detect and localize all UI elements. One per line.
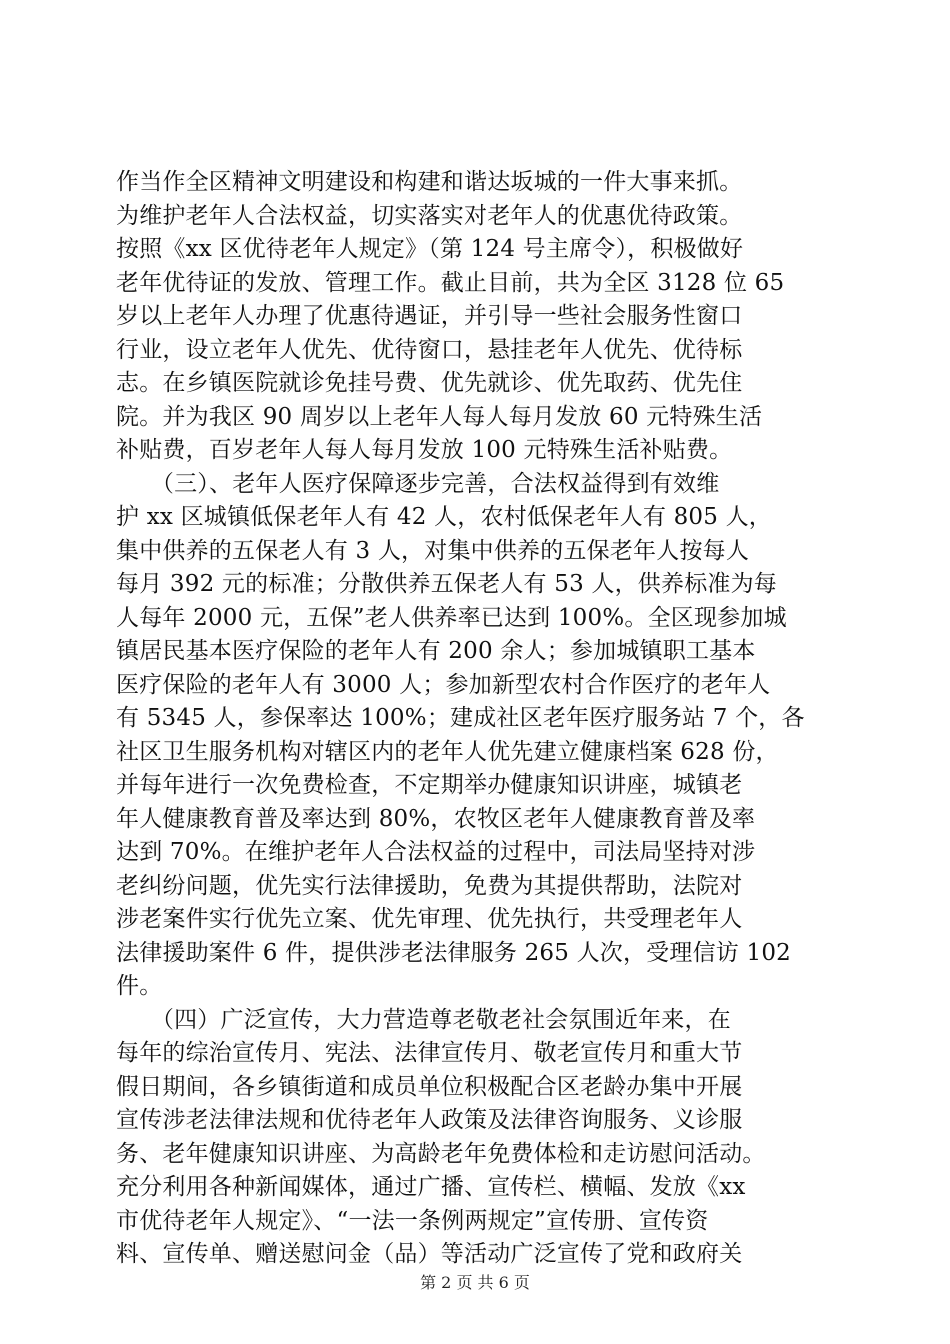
text-line: 市优待老年人规定》、“一法一条例两规定”宣传册、宣传资	[116, 1207, 709, 1234]
text-line: 社区卫生服务机构对辖区内的老年人优先建立健康档案 628 份，	[116, 738, 779, 765]
text-line: 老纠纷问题，优先实行法律援助，免费为其提供帮助，法院对	[116, 872, 743, 899]
text-line: （三）、老年人医疗保障逐步完善，合法权益得到有效维	[116, 470, 720, 497]
text-line: 年人健康教育普及率达到 80%，农牧区老年人健康教育普及率	[116, 805, 756, 832]
text-line: 达到 70%。在维护老年人合法权益的过程中，司法局坚持对涉	[116, 839, 756, 865]
text-line: 料、宣传单、赠送慰问金（品）等活动广泛宣传了党和政府关	[116, 1241, 743, 1267]
text-line: 充分利用各种新闻媒体，通过广播、宣传栏、横幅、发放《xx	[116, 1174, 746, 1200]
text-line: 每年的综治宣传月、宪法、法律宣传月、敬老宣传月和重大节	[116, 1040, 743, 1066]
text-line: 件。	[116, 973, 163, 999]
text-line: 按照《xx 区优待老年人规定》（第 124 号主席令），积极做好	[116, 236, 744, 262]
text-line: 每月 392 元的标准；分散供养五保老人有 53 人，供养标准为每	[116, 571, 778, 597]
text-line: 人每年 2000 元，五保”老人供养率已达到 100%。全区现参加城	[116, 604, 787, 631]
text-line: 假日期间，各乡镇街道和成员单位积极配合区老龄办集中开展	[116, 1073, 743, 1100]
body-text	[116, 166, 836, 1272]
text-line: 有 5345 人，参保率达 100%；建成社区老年医疗服务站 7 个，各	[116, 705, 805, 731]
text-line: 宣传涉老法律法规和优待老年人政策及法律咨询服务、义诊服	[116, 1107, 743, 1133]
text-line: 为维护老年人合法权益，切实落实对老年人的优惠优待政策。	[116, 202, 743, 229]
text-line: 志。在乡镇医院就诊免挂号费、优先就诊、优先取药、优先住	[116, 370, 743, 396]
text-line: 镇居民基本医疗保险的老年人有 200 余人；参加城镇职工基本	[116, 638, 756, 664]
text-line: 并每年进行一次免费检查，不定期举办健康知识讲座，城镇老	[116, 772, 743, 798]
text-line: 老年优待证的发放、管理工作。截止目前，共为全区 3128 位 65	[116, 269, 785, 296]
text-line: 岁以上老年人办理了优惠待遇证，并引导一些社会服务性窗口	[116, 303, 743, 329]
text-line: 涉老案件实行优先立案、优先审理、优先执行，共受理老年人	[116, 906, 743, 932]
text-line: 院。并为我区 90 周岁以上老年人每人每月发放 60 元特殊生活	[116, 403, 763, 430]
text-line: 行业，设立老年人优先、优待窗口，悬挂老年人优先、优待标	[116, 336, 743, 363]
text-line: 作当作全区精神文明建设和构建和谐达坂城的一件大事来抓。	[116, 169, 743, 195]
text-line: 集中供养的五保老人有 3 人，对集中供养的五保老年人按每人	[116, 537, 750, 564]
page-footer: 第 2 页 共 6 页	[420, 1273, 530, 1292]
text-line: 补贴费，百岁老年人每人每月发放 100 元特殊生活补贴费。	[116, 437, 733, 463]
text-line: 医疗保险的老年人有 3000 人；参加新型农村合作医疗的老年人	[116, 671, 771, 698]
text-line: （四）广泛宣传，大力营造尊老敬老社会氛围近年来，在	[116, 1006, 731, 1033]
text-line: 法律援助案件 6 件，提供涉老法律服务 265 人次，受理信访 102	[116, 939, 791, 966]
text-line: 务、老年健康知识讲座、为高龄老年免费体检和走访慰问活动。	[116, 1140, 766, 1167]
text-line: 护 xx 区城镇低保老年人有 42 人，农村低保老年人有 805 人，	[116, 504, 772, 530]
